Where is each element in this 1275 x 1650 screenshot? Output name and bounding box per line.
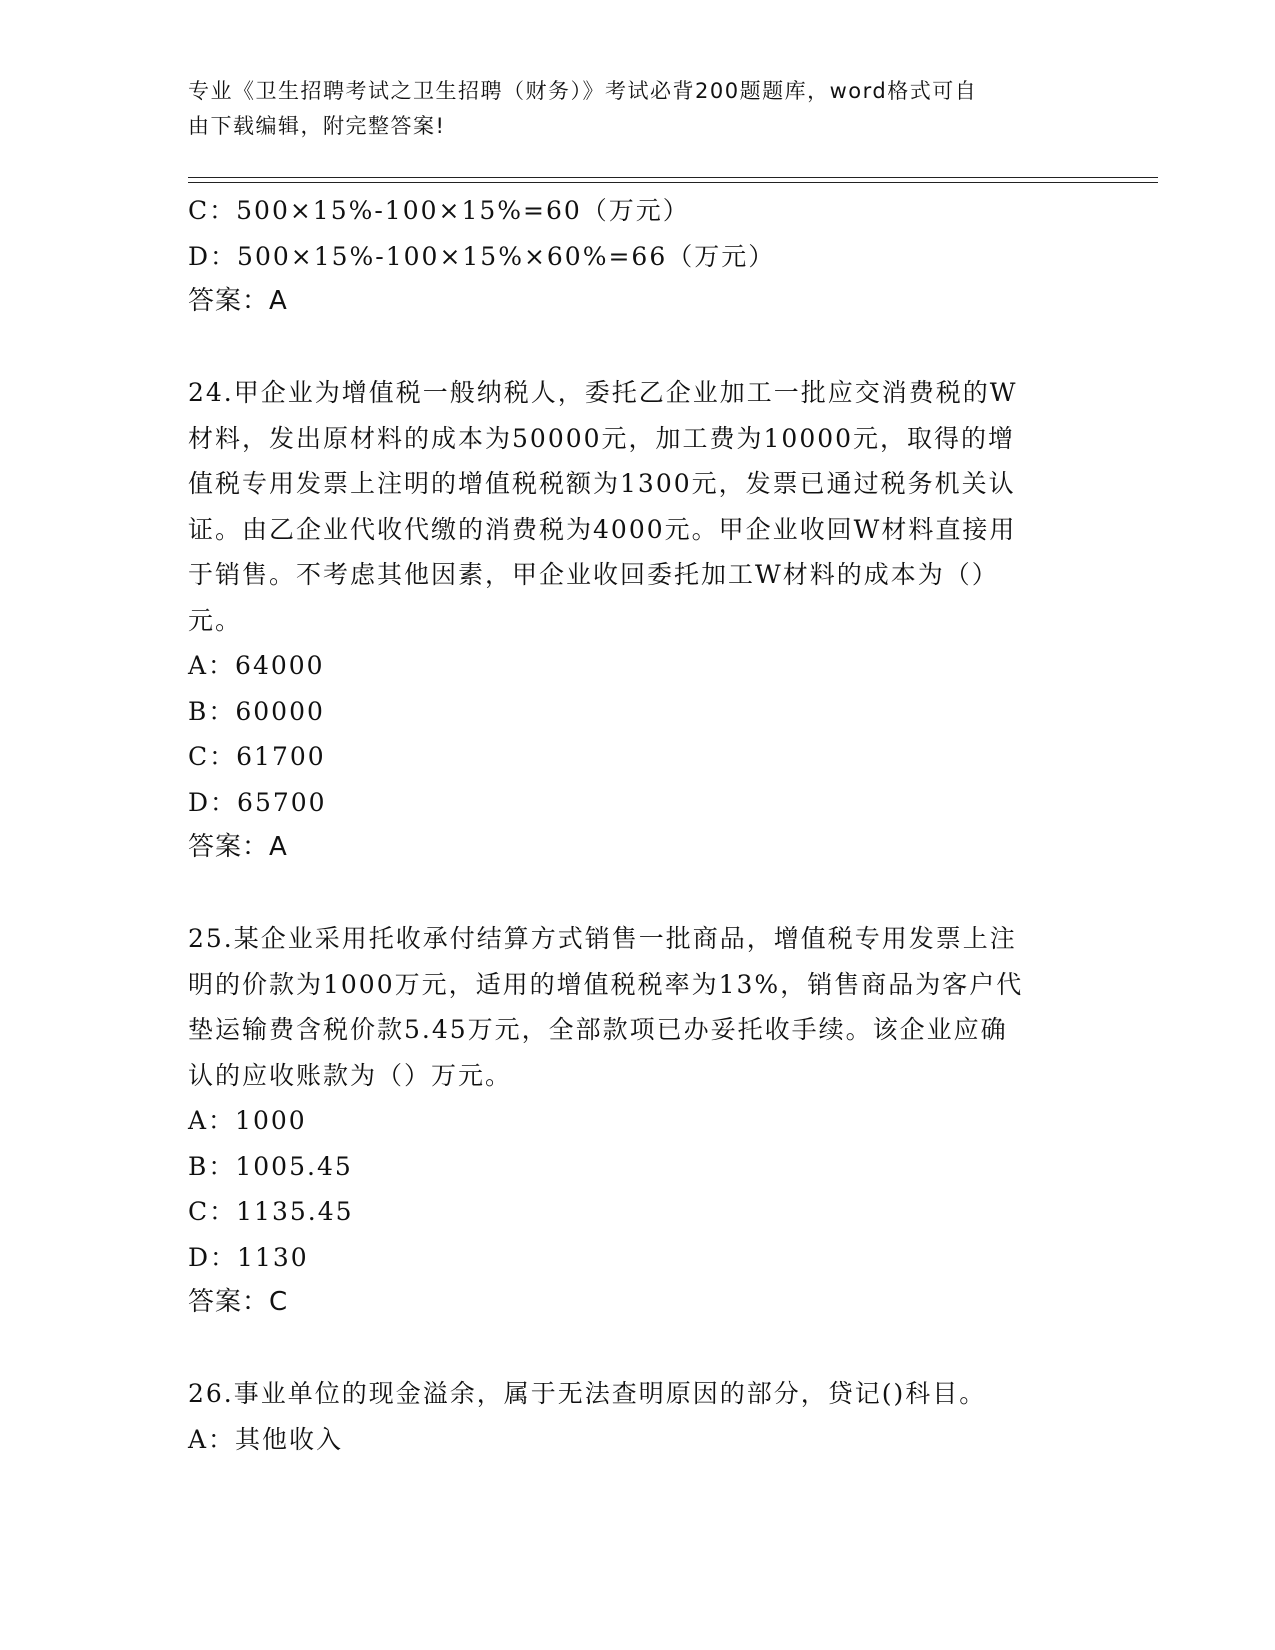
question-26 [188, 1371, 1088, 1462]
spacer [188, 1326, 1088, 1372]
option-c: C：500×15%-100×15%=60（万元） [188, 196, 690, 225]
question-text-line: 材料，发出原材料的成本为50000元，加工费为10000元，取得的增 [188, 423, 1016, 453]
spacer [188, 325, 1088, 371]
question-text-line: 24.甲企业为增值税一般纳税人，委托乙企业加工一批应交消费税的W [188, 378, 1018, 407]
option-b: B：60000 [188, 696, 325, 726]
question-text-line: 垫运输费含税价款5.45万元，全部款项已办妥托收手续。该企业应确 [188, 1015, 1008, 1044]
header-divider-top [188, 177, 1158, 178]
option-d: D：65700 [188, 787, 327, 817]
answer: 答案：A [188, 286, 288, 316]
header-line-2: 由下载编辑，附完整答案! [188, 114, 446, 138]
header-line-1: 专业《卫生招聘考试之卫生招聘（财务）》考试必背200题题库，word格式可自 [188, 79, 978, 103]
header-divider-bottom [188, 182, 1158, 183]
document-header [188, 74, 1078, 144]
option-a: A：其他收入 [188, 1424, 344, 1454]
option-b: B：1005.45 [188, 1151, 353, 1181]
question-content [188, 188, 1088, 1462]
option-d: D：500×15%-100×15%×60%=66（万元） [188, 241, 776, 271]
answer: 答案：C [188, 1287, 289, 1317]
question-24 [188, 370, 1088, 871]
question-text-line: 证。由乙企业代收代缴的消费税为4000元。甲企业收回W材料直接用 [188, 514, 1017, 544]
question-text-line: 元。 [188, 605, 243, 635]
option-a: A：1000 [188, 1106, 307, 1135]
spacer [188, 871, 1088, 917]
option-c: C：1135.45 [188, 1197, 354, 1226]
answer: 答案：A [188, 832, 288, 862]
option-c: C：61700 [188, 742, 326, 771]
question-text-line: 26.事业单位的现金溢余，属于无法查明原因的部分，贷记()科目。 [188, 1379, 987, 1408]
question-text-line: 25.某企业采用托收承付结算方式销售一批商品，增值税专用发票上注 [188, 924, 1017, 953]
question-text-line: 于销售。不考虑其他因素，甲企业收回委托加工W材料的成本为（） [188, 560, 999, 589]
question-text-line: 明的价款为1000万元，适用的增值税税率为13%，销售商品为客户代 [188, 969, 1024, 999]
question-23 [188, 188, 1088, 325]
option-d: D：1130 [188, 1242, 309, 1272]
question-text-line: 值税专用发票上注明的增值税税额为1300元，发票已通过税务机关认 [188, 469, 1016, 498]
question-text-line: 认的应收账款为（）万元。 [188, 1060, 513, 1090]
question-25 [188, 916, 1088, 1326]
option-a: A：64000 [188, 651, 325, 680]
